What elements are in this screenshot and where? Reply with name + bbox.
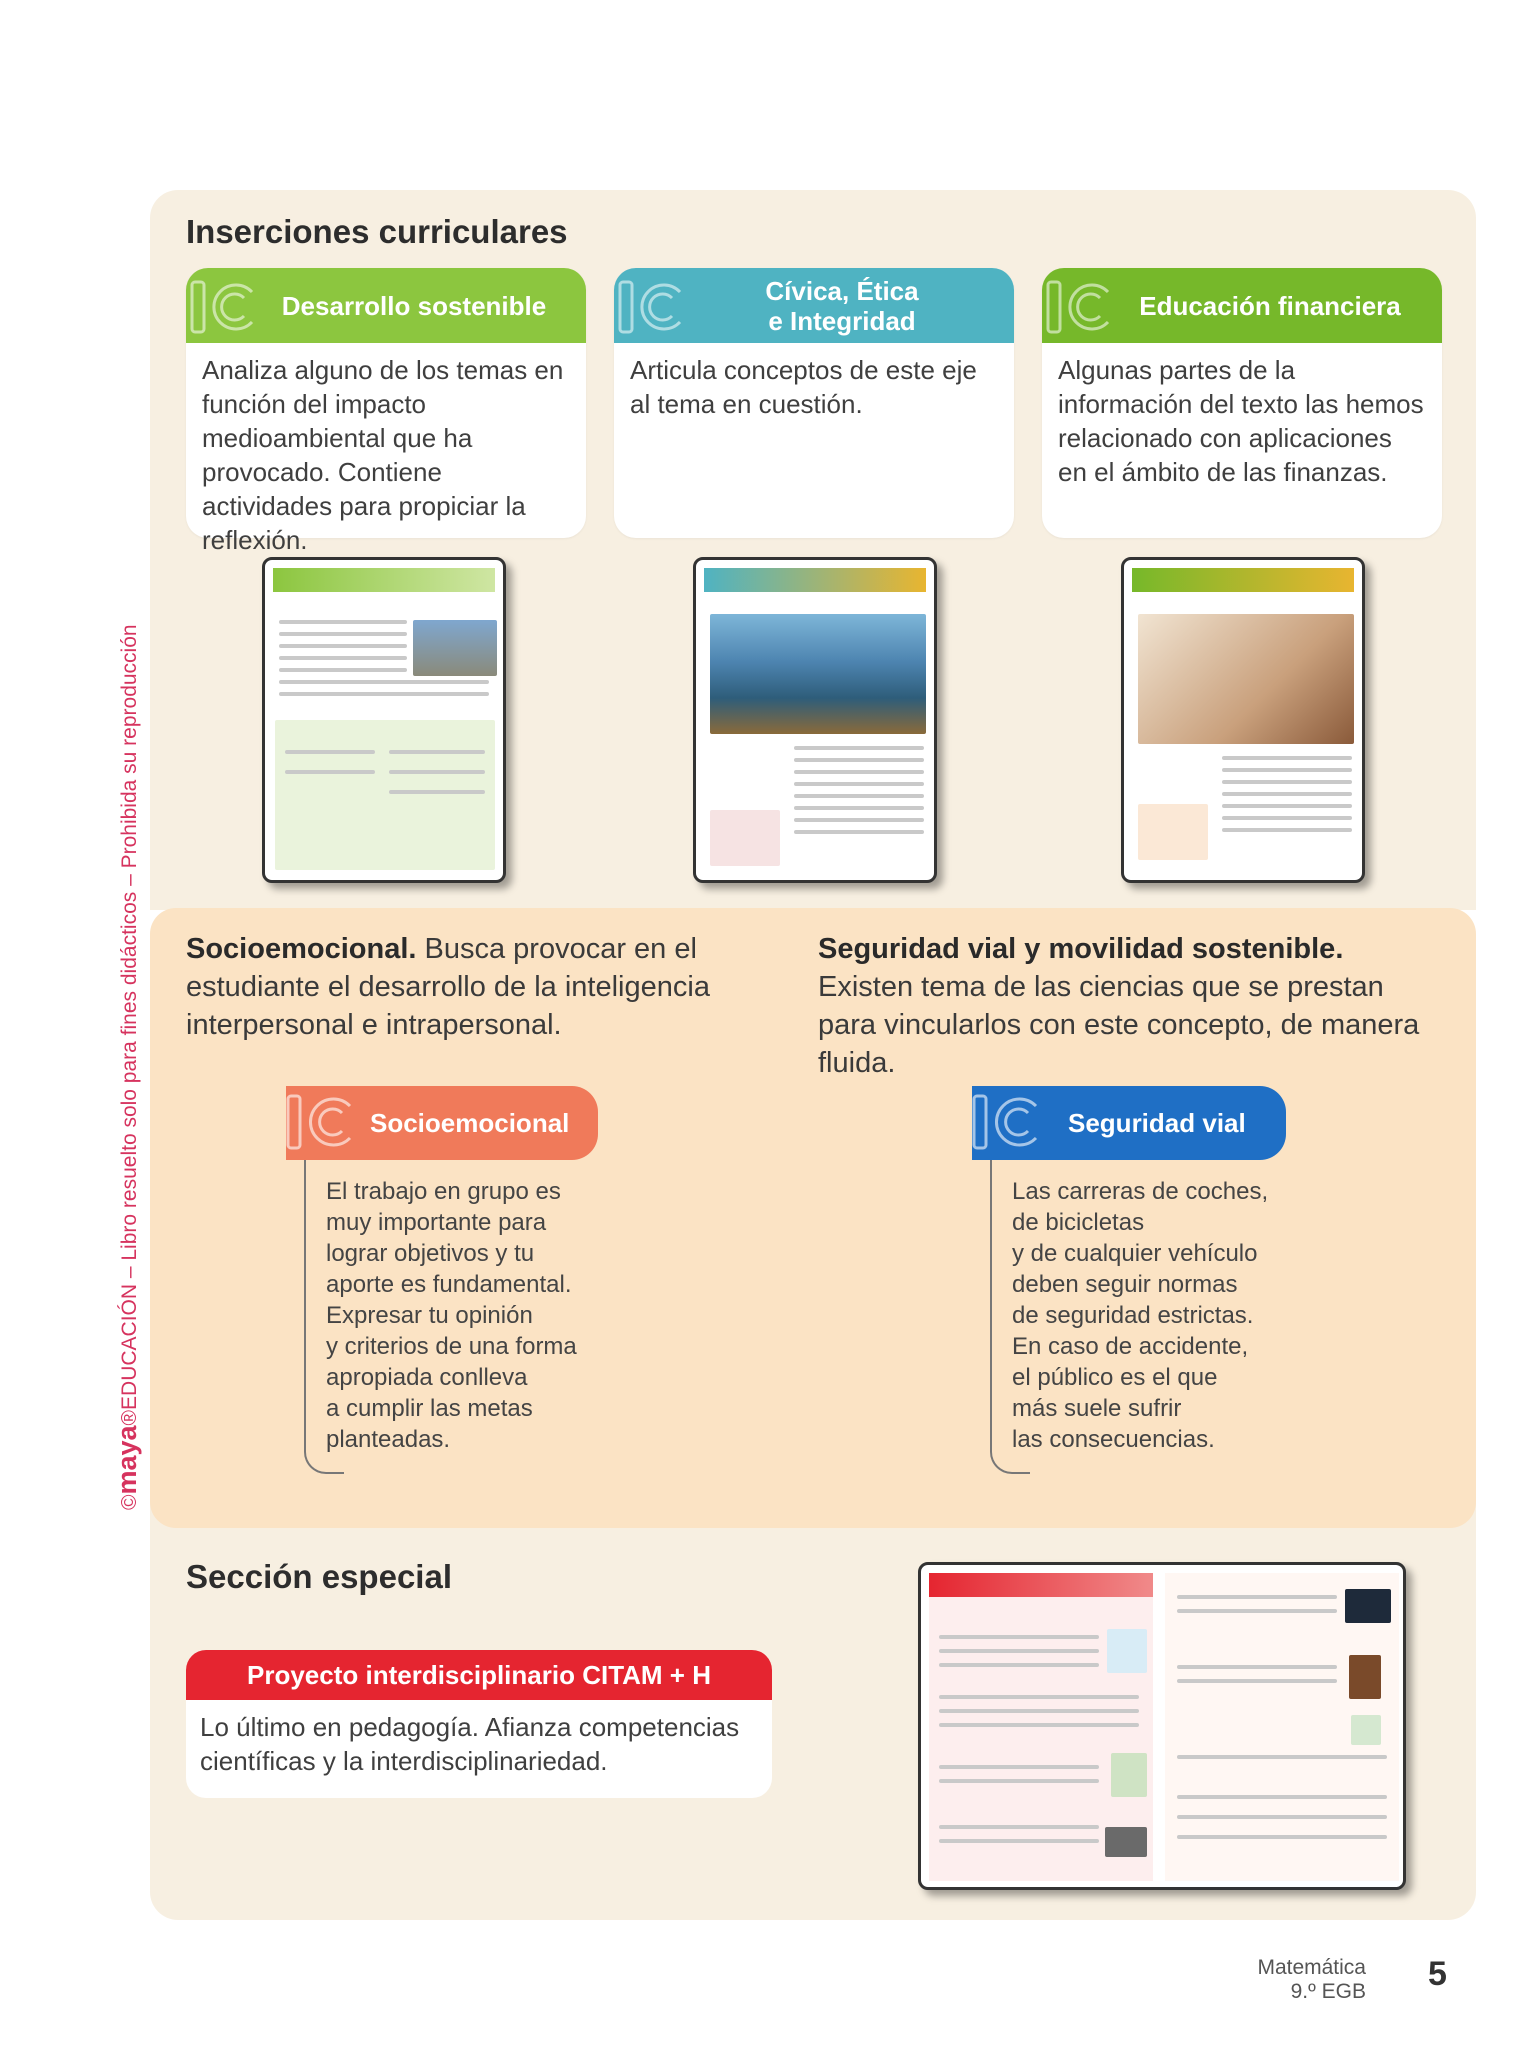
book-page-thumbnail-financiera	[1121, 557, 1365, 883]
especial-card-title: Proyecto interdisciplinario CITAM + H	[186, 1650, 772, 1700]
page-number: 5	[1428, 1955, 1447, 1993]
especial-heading: Sección especial	[186, 1558, 452, 1595]
copyright-text: ®EDUCACIÓN – Libro resuelto solo para fines didácticos – Prohibida su reproducción	[118, 624, 141, 1426]
seguridad-tab	[972, 1086, 1286, 1160]
seguridad-body: Las carreras de coches, de bicicletas y de cualquier vehículo deben seguir normas de seguridad estrictas. En caso de accidente, el público es el que más suele sufrir las consecuencias.	[1012, 1178, 1269, 1453]
ic-card-title: Desarrollo sostenible	[281, 290, 547, 321]
socioemocional-tab	[286, 1086, 598, 1160]
book-page-thumbnail-sostenible	[262, 557, 506, 883]
copyright-side-note	[112, 624, 143, 1510]
ic-card-body: Analiza alguno de los temas en función del impacto medioambiental que ha provocado. Contiene actividades para propiciar la reflexión.	[202, 355, 564, 555]
book-page-thumbnail-civica	[693, 557, 937, 883]
ic-card-desarrollo-sostenible	[186, 268, 586, 555]
ic-logo-icon	[1044, 276, 1114, 338]
seguridad-intro-text: Existen tema de las ciencias que se prestan para vincularlos con este concepto, de manera fluida.	[818, 971, 1420, 1079]
copyright-symbol: ©	[118, 1494, 141, 1510]
ic-logo-icon	[188, 276, 258, 338]
footer-subject	[1257, 1956, 1366, 2004]
ic-card-title-line2: e Integridad	[768, 305, 916, 336]
ic-card-educacion-financiera	[1042, 268, 1442, 538]
inserciones-heading: Inserciones curriculares	[186, 213, 568, 250]
ic-card-civica-etica	[614, 268, 1014, 538]
ic-logo-icon	[970, 1090, 1042, 1156]
ic-logo-icon	[284, 1090, 356, 1156]
footer-subject-name: Matemática	[1257, 1956, 1366, 1979]
ic-card-header	[1042, 268, 1442, 343]
especial-card-body: Lo último en pedagogía. Afianza competencias científicas y la interdisciplinariedad.	[200, 1712, 740, 1776]
socioemocional-intro-text: Busca provocar en el estudiante el desarrollo de la inteligencia interpersonal e intrapersonal.	[186, 933, 710, 1041]
socioemocional-body: El trabajo en grupo es muy importante para lograr objetivos y tu aporte es fundamental. Expresar tu opinión y criterios de una forma apropiada conlleva a cumplir las metas planteadas.	[326, 1178, 577, 1453]
socioemocional-intro	[186, 930, 746, 1044]
seguridad-intro-title: Seguridad vial y movilidad sostenible.	[818, 933, 1344, 965]
ic-card-header	[614, 268, 1014, 343]
socioemocional-tab-label: Socioemocional	[370, 1107, 570, 1138]
ic-card-header	[186, 268, 586, 343]
socioemocional-intro-title: Socioemocional.	[186, 933, 417, 965]
ic-card-title-line1: Cívica, Ética	[765, 275, 919, 306]
ic-card-body: Algunas partes de la información del texto las hemos relacionado con aplicaciones en el ámbito de las finanzas.	[1058, 355, 1424, 487]
especial-card	[186, 1650, 772, 1798]
ic-card-title: Educación financiera	[1139, 290, 1401, 321]
ic-card-body: Articula conceptos de este eje al tema en cuestión.	[630, 355, 977, 419]
seguridad-tab-label: Seguridad vial	[1068, 1107, 1246, 1138]
maya-brand: maya	[112, 1425, 142, 1495]
ic-card-title	[695, 276, 932, 336]
footer-grade: 9.º EGB	[1290, 1980, 1366, 2003]
ic-logo-icon	[616, 276, 686, 338]
book-spread-thumbnail-proyecto	[918, 1562, 1406, 1890]
seguridad-intro	[818, 930, 1438, 1082]
